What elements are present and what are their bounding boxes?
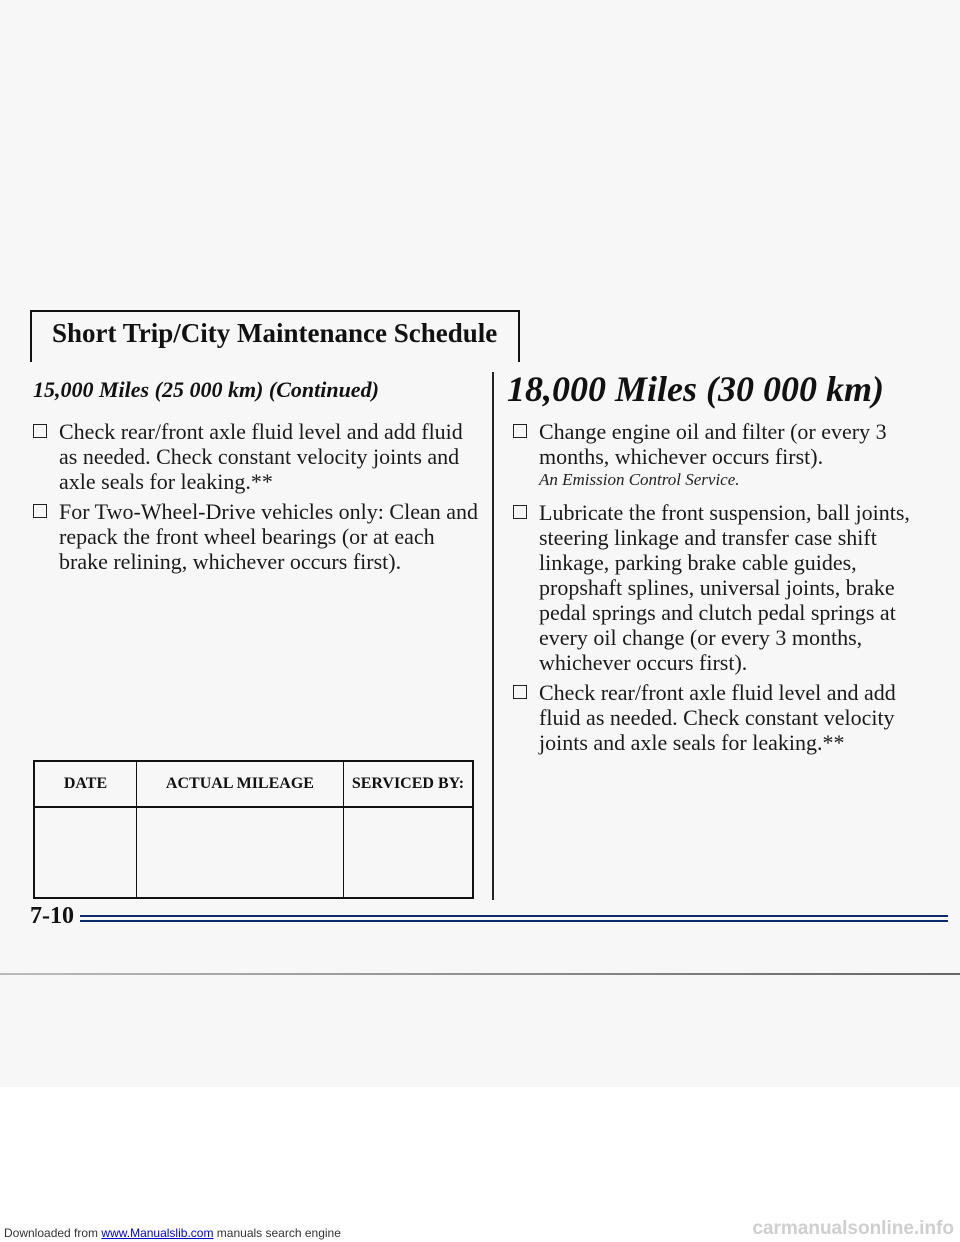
manualslib-link[interactable]: www.Manualslib.com — [101, 1226, 214, 1240]
column-actual-mileage: ACTUAL MILEAGE — [137, 761, 344, 807]
date-cell[interactable] — [34, 807, 137, 898]
checklist-item: Check rear/front axle fluid level and add fluid as needed. Check constant velocity joints and axle seals for leaking.** — [513, 680, 933, 755]
service-record-table — [33, 760, 474, 899]
checklist-item: Change engine oil and filter (or every 3 months, whichever occurs first). — [513, 419, 913, 469]
serviced-by-cell[interactable] — [343, 807, 473, 898]
left-section-heading: 15,000 Miles (25 000 km) (Continued) — [33, 377, 379, 402]
page-title: Short Trip/City Maintenance Schedule — [52, 318, 498, 348]
checklist-item: Check rear/front axle fluid level and add fluid as needed. Check constant velocity joints and axle seals for leaking.** — [33, 419, 473, 494]
checklist-item: For Two-Wheel-Drive vehicles only: Clean and repack the front wheel bearings (or at each brake relining, whichever occurs first). — [33, 499, 479, 574]
page-number: 7-10 — [30, 903, 74, 929]
table-header-row — [34, 761, 473, 807]
download-footer: Downloaded from www.Manualslib.com manuals search engine — [4, 1226, 341, 1240]
checkbox-icon — [33, 424, 47, 438]
checkbox-icon — [513, 424, 527, 438]
mileage-cell[interactable] — [137, 807, 344, 898]
column-divider — [492, 372, 494, 900]
checkbox-icon — [33, 504, 47, 518]
column-date: DATE — [34, 761, 137, 807]
column-serviced-by: SERVICED BY: — [343, 761, 473, 807]
emission-note: An Emission Control Service. — [539, 470, 740, 489]
checkbox-icon — [513, 685, 527, 699]
footer-rule-bottom — [80, 920, 948, 922]
scan-edge-line — [0, 973, 960, 975]
checkbox-icon — [513, 505, 527, 519]
checklist-item: Lubricate the front suspension, ball joints, steering linkage and transfer case shift linkage, parking brake cable guides, propshaft splines, universal joints, brake pedal springs and clutch pedal springs at every oil change (or every 3 months, whichever occurs first). — [513, 500, 943, 675]
footer-rule-top — [80, 915, 948, 917]
site-watermark: carmanualsonline.info — [752, 1218, 954, 1239]
table-row — [34, 807, 473, 898]
right-section-heading: 18,000 Miles (30 000 km) — [507, 369, 884, 409]
